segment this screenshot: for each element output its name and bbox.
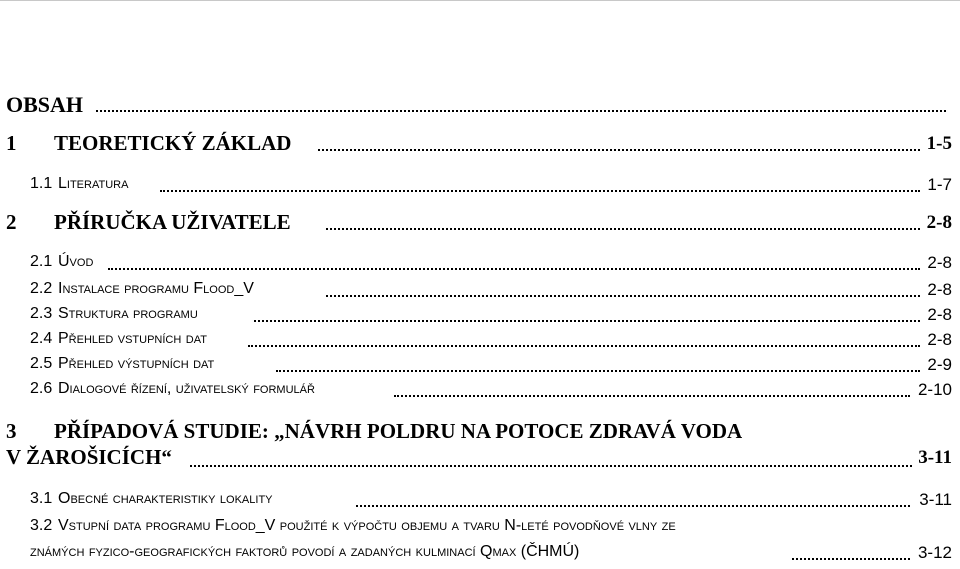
toc-entry-2-5[interactable] bbox=[0, 352, 960, 378]
toc-entry-1-1[interactable] bbox=[0, 172, 960, 198]
toc-entry-2-6[interactable] bbox=[0, 377, 960, 403]
leader-dots bbox=[108, 268, 920, 270]
entry-label: Instalace programu Flood_V bbox=[58, 280, 254, 297]
leader-dots bbox=[394, 395, 910, 397]
entry-label: Přehled výstupních dat bbox=[58, 355, 215, 372]
toc-entry-2-4[interactable] bbox=[0, 327, 960, 353]
leader-dots bbox=[96, 110, 946, 112]
entry-page: 2-8 bbox=[927, 330, 952, 349]
entry-number: 3 bbox=[6, 419, 17, 443]
entry-label: Literatura bbox=[58, 175, 129, 192]
entry-number: 2.5 bbox=[30, 355, 53, 372]
entry-label-line1: Vstupní data programu Flood_V použité k výpočtu objemu a tvaru N-leté povodňové vlny ze bbox=[58, 517, 676, 534]
entry-label-line2: V ŽAROŠICÍCH“ bbox=[6, 445, 172, 469]
entry-label: Úvod bbox=[58, 253, 94, 270]
entry-page: 2-9 bbox=[927, 355, 952, 374]
leader-dots bbox=[356, 505, 910, 507]
entry-page: 2-8 bbox=[927, 280, 952, 299]
toc-entry-3-2[interactable] bbox=[0, 514, 960, 566]
toc-title: OBSAH bbox=[6, 92, 84, 117]
entry-number: 2 bbox=[6, 210, 17, 234]
entry-label: Obecné charakteristiky lokality bbox=[58, 490, 273, 507]
entry-label: PŘÍRUČKA UŽIVATELE bbox=[54, 210, 291, 234]
entry-page: 3-11 bbox=[919, 490, 952, 509]
entry-number: 1 bbox=[6, 131, 17, 155]
toc-entry-1[interactable] bbox=[0, 131, 960, 157]
entry-number: 3.1 bbox=[30, 490, 53, 507]
entry-number: 2.1 bbox=[30, 253, 53, 270]
entry-number: 2.3 bbox=[30, 305, 53, 322]
entry-page: 2-10 bbox=[917, 380, 952, 399]
leader-dots bbox=[326, 295, 920, 297]
toc-entry-3[interactable] bbox=[0, 419, 960, 471]
entry-page: 3-11 bbox=[918, 447, 952, 468]
entry-label-line1: PŘÍPADOVÁ STUDIE: „NÁVRH POLDRU NA POTOCE ZDRAVÁ VODA bbox=[54, 419, 743, 443]
leader-dots bbox=[254, 320, 920, 322]
entry-page: 3-12 bbox=[917, 543, 952, 562]
entry-number: 1.1 bbox=[30, 175, 53, 192]
entry-number: 2.2 bbox=[30, 280, 53, 297]
leader-dots bbox=[276, 370, 920, 372]
toc-entry-2[interactable] bbox=[0, 210, 960, 236]
leader-dots bbox=[326, 228, 920, 230]
entry-page: 1-7 bbox=[927, 175, 952, 194]
entry-page: 2-8 bbox=[926, 212, 952, 233]
entry-label: TEORETICKÝ ZÁKLAD bbox=[54, 131, 292, 155]
entry-number: 2.6 bbox=[30, 380, 53, 397]
entry-label: Přehled vstupních dat bbox=[58, 330, 207, 347]
entry-number: 3.2 bbox=[30, 517, 53, 534]
entry-page: 2-8 bbox=[927, 253, 952, 272]
toc-entry-2-1[interactable] bbox=[0, 250, 960, 276]
leader-dots bbox=[792, 558, 910, 560]
toc-entry-2-2[interactable] bbox=[0, 277, 960, 303]
leader-dots bbox=[190, 465, 912, 467]
entry-page: 1-5 bbox=[926, 133, 952, 154]
leader-dots bbox=[248, 345, 920, 347]
leader-dots bbox=[318, 149, 920, 151]
leader-dots bbox=[160, 190, 920, 192]
entry-page: 2-8 bbox=[927, 305, 952, 324]
entry-number: 2.4 bbox=[30, 330, 53, 347]
entry-label-line2: známých fyzico-geografických faktorů povodí a zadaných kulminací Qmax (ČHMÚ) bbox=[30, 543, 580, 560]
toc-title-row[interactable] bbox=[0, 92, 960, 118]
toc-entry-2-3[interactable] bbox=[0, 302, 960, 328]
toc-entry-3-1[interactable] bbox=[0, 487, 960, 513]
entry-label: Struktura programu bbox=[58, 305, 198, 322]
page-top-border bbox=[0, 0, 960, 1]
entry-label: Dialogové řízení, uživatelský formulář bbox=[58, 380, 315, 397]
